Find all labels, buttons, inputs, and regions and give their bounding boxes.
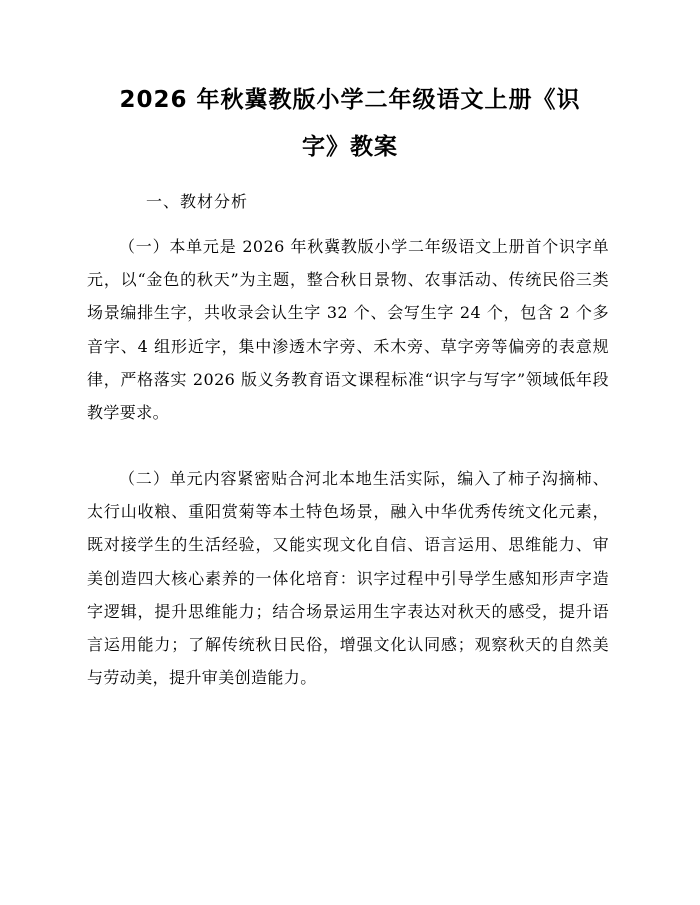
document-title-line-1: 2026 年秋冀教版小学二年级语文上册《识 — [119, 87, 581, 113]
document-title-line-2: 字》教案 — [302, 134, 398, 160]
section-heading-textbook-analysis: 一、教材分析 — [146, 192, 249, 211]
paragraph-1: （一）本单元是 2026 年秋冀教版小学二年级语文上册首个识字单元，以“金色的秋天”为主题，整合秋日景物、农事活动、传统民俗三类场景编排生字，共收录会认生字 32 个、会写生字 24 个，包含 2 个多音字、4 组形近字，集中渗透木字旁、禾木旁、草字旁等偏旁的表意规律，严格落实 2026 版义务教育语文课程标准“识字与写字”领域低年段教学要求。 — [87, 237, 609, 423]
paragraph-2: （二）单元内容紧密贴合河北本地生活实际，编入了柿子沟摘柿、太行山收粮、重阳赏菊等本土特色场景，融入中华优秀传统文化元素，既对接学生的生活经验，又能实现文化自信、语言运用、思维能力、审美创造四大核心素养的一体化培育：识字过程中引导学生感知形声字造字逻辑，提升思维能力；结合场景运用生字表达对秋天的感受，提升语言运用能力；了解传统秋日民俗，增强文化认同感；观察秋天的自然美与劳动美，提升审美创造能力。 — [87, 469, 609, 688]
